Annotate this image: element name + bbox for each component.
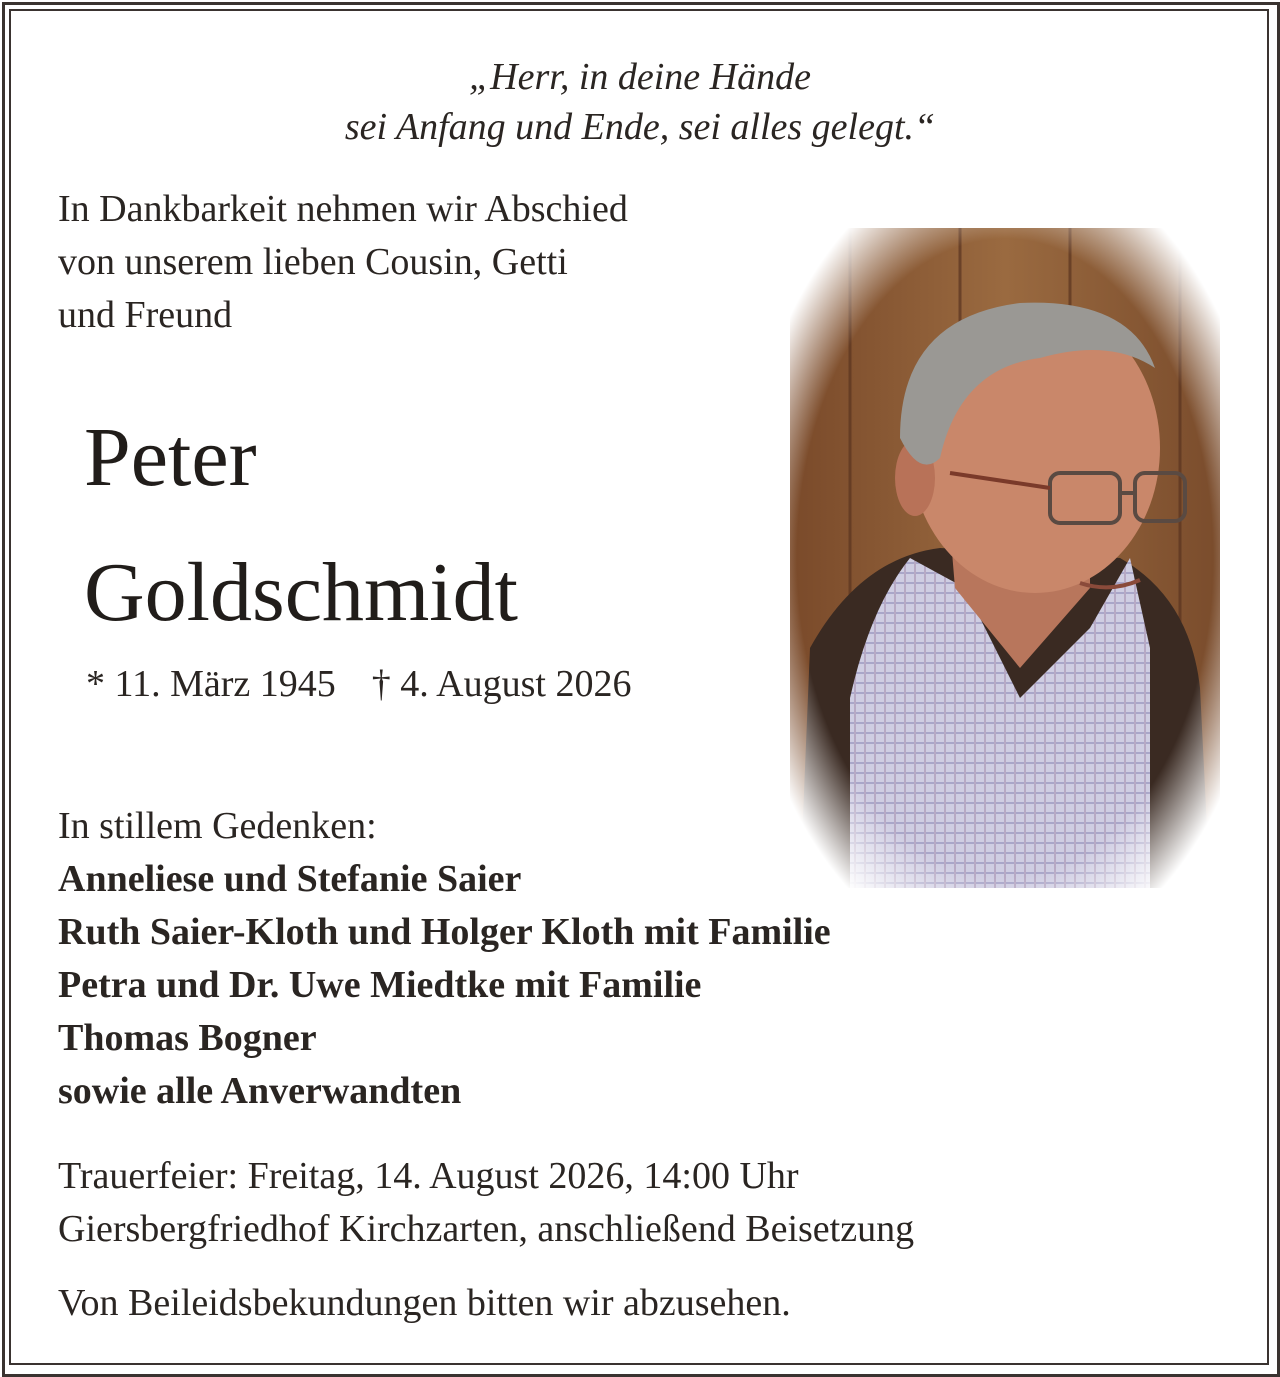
service-line-2: Giersbergfriedhof Kirchzarten, anschließend Beisetzung [58, 1208, 915, 1250]
death-date: † 4. August 2026 [371, 663, 632, 705]
quote-line-1: „Herr, in deine Hände [469, 56, 811, 98]
mourner-name: Anneliese und Stefanie Saier [58, 858, 522, 900]
condolence-note: Von Beileidsbekundungen bitten wir abzusehen. [58, 1282, 791, 1324]
mourner-name: Petra und Dr. Uwe Miedtke mit Familie [58, 964, 702, 1006]
last-name: Goldschmidt [84, 546, 518, 639]
birth-date: * 11. März 1945 [86, 663, 336, 705]
first-name: Peter [84, 411, 257, 504]
mourner-name: Ruth Saier-Kloth und Holger Kloth mit Familie [58, 911, 831, 953]
funeral-service-info [58, 1150, 914, 1256]
intro-line-2: von unserem lieben Cousin, Getti [58, 241, 568, 283]
mourners-block [58, 800, 831, 1118]
intro-line-1: In Dankbarkeit nehmen wir Abschied [58, 188, 628, 230]
intro-line-3: und Freund [58, 294, 233, 336]
bible-quote [0, 52, 1280, 152]
intro-text [58, 183, 628, 342]
portrait-photo [790, 228, 1220, 888]
mourners-label: In stillem Gedenken: [58, 805, 377, 847]
mourner-name: sowie alle Anverwandten [58, 1070, 462, 1112]
mourner-name: Thomas Bogner [58, 1017, 317, 1059]
service-line-1: Trauerfeier: Freitag, 14. August 2026, 14:00 Uhr [58, 1155, 799, 1197]
mourners-list [58, 853, 831, 1118]
quote-line-2: sei Anfang und Ende, sei alles gelegt.“ [344, 106, 936, 148]
life-dates [86, 656, 631, 712]
